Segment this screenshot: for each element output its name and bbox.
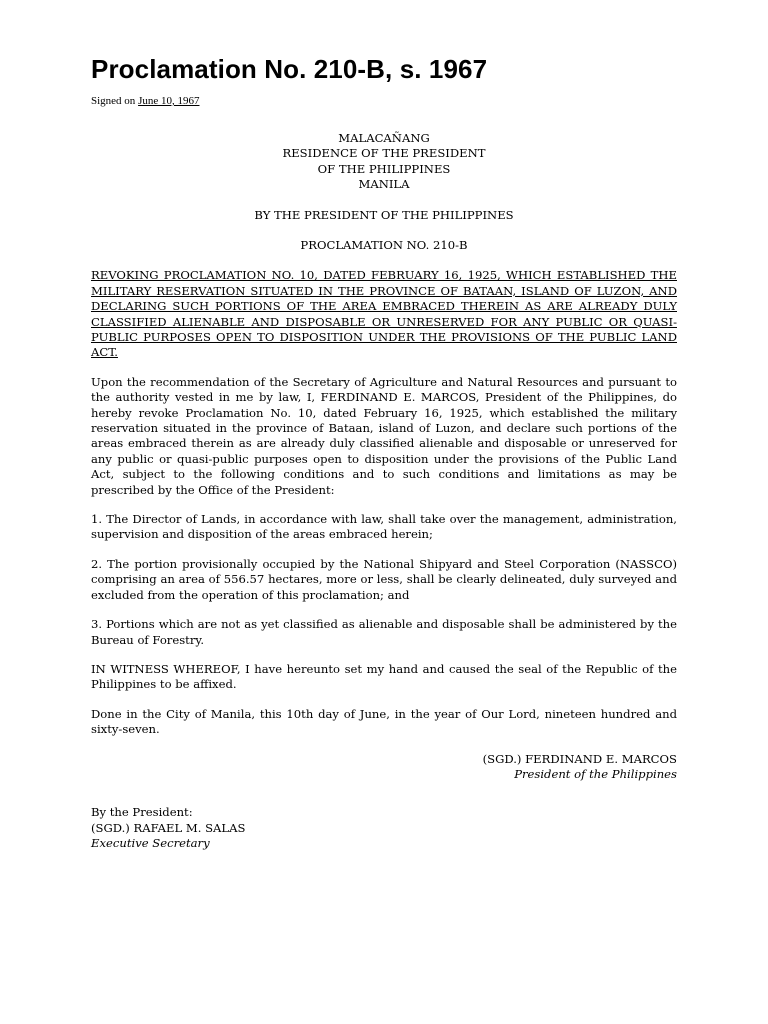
attestation-intro: By the President: [91,805,193,820]
document-page [91,52,677,852]
condition-2-paragraph: 2. The portion provisionally occupied by the National Shipyard and Steel Corporation (NASSCO) comprising an area of 556.57 hectares, more or less, shall be clearly delineated, duly surveyed and excluded from the operation of this proclamation; and [91,556,677,602]
signed-line [91,94,677,108]
attestation-title: Executive Secretary [91,836,210,851]
done-paragraph: Done in the City of Manila, this 10th day of June, in the year of Our Lord, nineteen hundred and sixty-seven. [91,706,677,737]
preamble-paragraph: Upon the recommendation of the Secretary of Agriculture and Natural Resources and pursuant to the authority vested in me by law, I, FERDINAND E. MARCOS, President of the Philippines, do hereby revoke Proclamation No. 10, dated February 16, 1925, which established the military reservation situated in the province of Bataan, island of Luzon, and declare such portions of the areas embraced therein as are already duly classified alienable and disposable or unreserved for any public or quasi-public purposes open to disposition under the provisions of the Public Land Act, subject to the following conditions and to such conditions and limitations as may be prescribed by the Office of the President: [91,374,677,497]
signatory-title: President of the Philippines [514,766,677,781]
attestation-block [91,805,677,851]
by-president-heading: BY THE PRESIDENT OF THE PHILIPPINES [254,207,514,222]
signed-date-link[interactable]: June 10, 1967 [138,95,200,107]
signature-block [91,752,677,783]
attestation-name: (SGD.) RAFAEL M. SALAS [91,820,246,835]
letterhead-line-city: MANILA [358,177,410,192]
condition-1-paragraph: 1. The Director of Lands, in accordance with law, shall take over the management, administration, supervision and disposition of the areas embraced herein; [91,512,677,542]
signatory-name: (SGD.) FERDINAND E. MARCOS [482,751,677,766]
letterhead-line-residence: RESIDENCE OF THE PRESIDENT [282,146,486,161]
letterhead-line-malacanang: MALACAÑANG [338,131,430,145]
letterhead-line-country: OF THE PHILIPPINES [317,161,451,176]
proclamation-number: PROCLAMATION NO. 210-B [300,237,468,252]
proclamation-subject: REVOKING PROCLAMATION NO. 10, DATED FEBRUARY 16, 1925, WHICH ESTABLISHED THE MILITARY RESERVATION SITUATED IN THE PROVINCE OF BATAAN, ISLAND OF LUZON, AND DECLARING SUCH PORTIONS OF THE AREA EMBRACED THEREIN AS ARE ALREADY DULY CLASSIFIED ALIENABLE AND DISPOSABLE OR UNRESERVED FOR ANY PUBLIC OR QUASI-PUBLIC PURPOSES OPEN TO DISPOSITION UNDER THE PROVISIONS OF THE PUBLIC LAND ACT. [91,268,677,360]
witness-paragraph: IN WITNESS WHEREOF, I have hereunto set my hand and caused the seal of the Republic of the Philippines to be affixed. [91,661,677,692]
signed-prefix: Signed on [91,95,139,107]
condition-3-paragraph: 3. Portions which are not as yet classified as alienable and disposable shall be administered by the Bureau of Forestry. [91,617,677,647]
letterhead [91,131,677,193]
page-title: Proclamation No. 210-B, s. 1967 [91,54,488,84]
